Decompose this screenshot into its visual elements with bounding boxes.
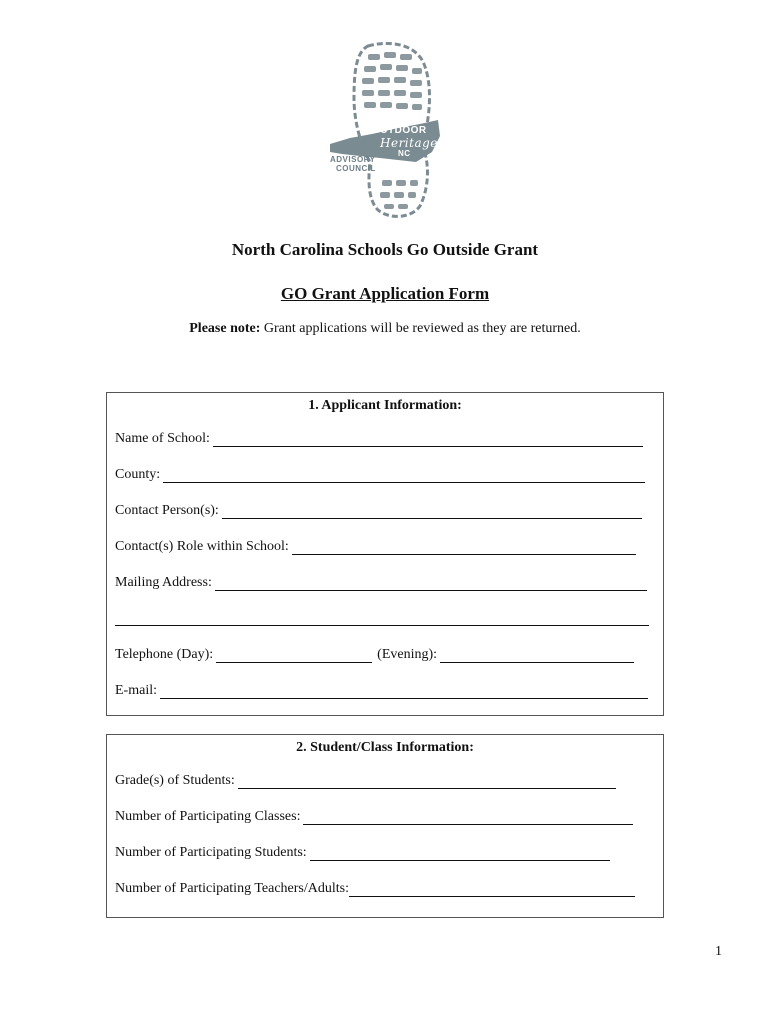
logo-text-council: COUNCIL [336,164,376,173]
logo-text-heritage: Heritage [380,136,438,150]
grades-field[interactable] [115,773,616,789]
mailing-address-line-2-field[interactable] [115,611,649,626]
field-label: Telephone (Day): [115,647,214,662]
participating-students-field[interactable] [115,845,610,861]
mailing-address-line[interactable] [215,576,647,591]
county-line[interactable] [163,468,645,483]
email-field[interactable] [115,683,648,699]
field-label: County: [115,467,161,482]
logo-text-nc: NC [398,149,411,158]
review-note [0,321,770,337]
section-title: 2. Student/Class Information: [296,740,474,755]
participating-teachers-line[interactable] [349,882,635,897]
county-field[interactable] [115,467,645,483]
field-label: Contact Person(s): [115,503,219,518]
form-subtitle: GO Grant Application Form [280,284,490,303]
telephone-field[interactable] [115,647,634,663]
telephone-day-line[interactable] [216,648,372,663]
section-title: 1. Applicant Information: [308,398,462,413]
school-name-field[interactable] [115,431,643,447]
contact-person-field[interactable] [115,503,642,519]
field-label: Number of Participating Students: [115,845,307,860]
page-number: 1 [715,944,722,959]
mailing-address-line-2[interactable] [115,611,649,626]
applicant-information-section [106,392,664,716]
participating-students-line[interactable] [310,846,610,861]
mailing-address-field[interactable] [115,575,647,591]
field-label: Number of Participating Classes: [115,809,301,824]
participating-classes-line[interactable] [303,810,633,825]
field-label: Number of Participating Teachers/Adults: [115,881,349,896]
contact-role-field[interactable] [115,539,636,555]
field-label: (Evening): [377,647,438,662]
student-class-information-section [106,734,664,918]
participating-teachers-field[interactable] [115,881,635,897]
field-label: Name of School: [115,431,210,446]
contact-role-line[interactable] [292,540,636,555]
grades-line[interactable] [238,774,616,789]
participating-classes-field[interactable] [115,809,633,825]
field-label: E-mail: [115,683,157,698]
field-label: Grade(s) of Students: [115,773,235,788]
contact-person-line[interactable] [222,504,642,519]
email-line[interactable] [160,684,648,699]
school-name-line[interactable] [213,432,643,447]
outdoor-heritage-logo [320,40,450,220]
logo-text-outdoor: OUTDOOR [372,125,427,136]
field-label: Mailing Address: [115,575,212,590]
field-label: Contact(s) Role within School: [115,539,289,554]
document-title: North Carolina Schools Go Outside Grant [231,240,539,259]
note-text: Grant applications will be reviewed as they are returned. [260,321,581,336]
note-label: Please note: [189,321,261,336]
logo-text-advisory: ADVISORY [330,155,376,164]
telephone-evening-line[interactable] [440,648,634,663]
